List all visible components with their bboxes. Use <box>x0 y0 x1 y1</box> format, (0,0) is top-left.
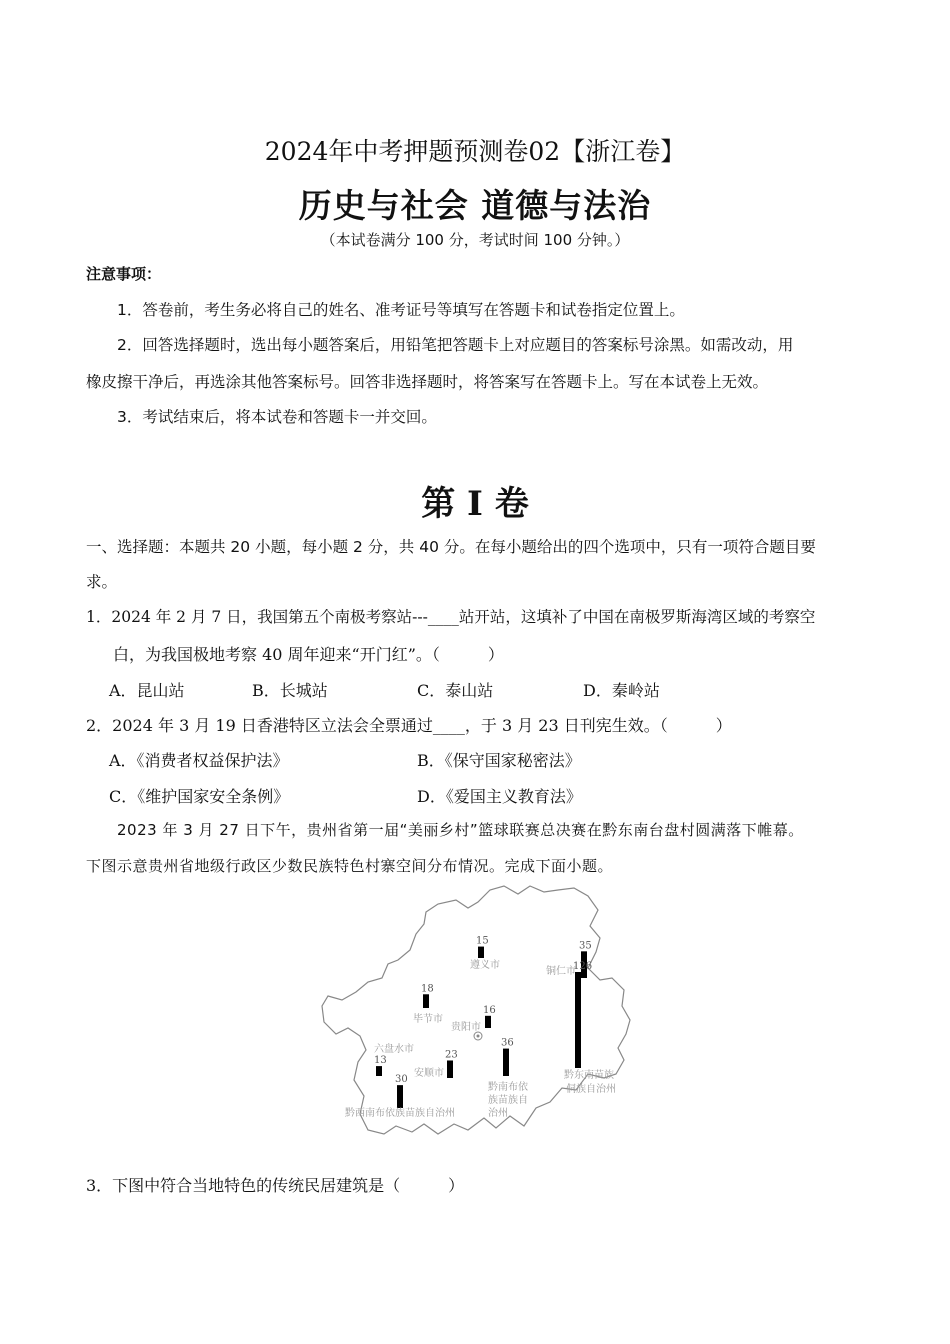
map-bar <box>376 1066 382 1076</box>
guizhou-village-map <box>318 882 638 1144</box>
exam-title: 2024年中考押题预测卷02【浙江卷】 <box>264 137 686 166</box>
question-1-option-d[interactable]: D．秦岭站 <box>583 681 660 700</box>
map-bar-value: 16 <box>483 1004 496 1016</box>
map-label-anshun: 安顺市 <box>414 1068 444 1079</box>
map-label-qiannan: 族苗族自 <box>488 1095 528 1106</box>
map-label-qiandongnan: 侗族自治州 <box>566 1084 616 1095</box>
map-label-guiyang: 贵阳市 <box>451 1022 481 1033</box>
section-instruction: 一、选择题：本题共 20 小题，每小题 2 分，共 40 分。在每小题给出的四个选项中，只有一项符合题目要 <box>86 538 816 556</box>
map-bar <box>503 1049 509 1076</box>
map-bar-value: 36 <box>501 1037 514 1049</box>
question-2-option-c[interactable]: C．《维护国家安全条例》 <box>109 787 290 806</box>
notice-heading: 注意事项： <box>86 265 162 283</box>
map-label-qiannan: 黔南布依 <box>488 1082 528 1093</box>
map-label-qiandongnan: 黔东南苗族 <box>564 1070 614 1081</box>
map-label-tongren: 铜仁市 <box>546 966 576 977</box>
map-bar-value: 18 <box>421 983 434 995</box>
map-bar-value: 13 <box>374 1055 387 1067</box>
map-bar-value: 23 <box>445 1049 458 1061</box>
map-label-qianxinan: 黔西南布依族苗族自治州 <box>345 1108 455 1119</box>
notice-item: 橡皮擦干净后，再选涂其他答案标号。回答非选择题时，将答案写在答题卡上。写在本试卷上无效。 <box>86 373 769 391</box>
map-bar <box>478 947 484 958</box>
question-1-stem: 1．2024 年 2 月 7 日，我国第五个南极考察站---____站开站，这填补了中国在南极罗斯海湾区域的考察空 <box>86 608 816 626</box>
material-intro: 2023 年 3 月 27 日下午，贵州省第一届“美丽乡村”篮球联赛总决赛在黔东南台盘村圆满落下帷幕。 <box>117 821 804 839</box>
map-label-zunyi: 遵义市 <box>470 960 500 971</box>
map-label-liupanshui: 六盘水市 <box>374 1044 414 1055</box>
question-1-option-b[interactable]: B．长城站 <box>252 681 328 700</box>
question-1-option-c[interactable]: C．泰山站 <box>417 681 494 700</box>
question-2-option-b[interactable]: B．《保守国家秘密法》 <box>417 751 581 770</box>
notice-item: 1．答卷前，考生务必将自己的姓名、准考证号等填写在答题卡和试卷指定位置上。 <box>117 301 685 319</box>
map-bar <box>397 1085 403 1108</box>
map-bar-value: 15 <box>476 935 489 947</box>
map-bar-value: 35 <box>579 940 592 952</box>
question-1-stem: 白，为我国极地考察 40 周年迎来“开门红”。（ ） <box>113 645 504 664</box>
map-bar-value: 126 <box>573 961 593 972</box>
question-2-option-d[interactable]: D．《爱国主义教育法》 <box>417 787 582 806</box>
section-title: 第 I 卷 <box>421 484 529 524</box>
guizhou-outline <box>322 886 630 1134</box>
map-label-qiannan: 治州 <box>488 1108 508 1119</box>
map-bar <box>575 972 581 1068</box>
map-bar <box>423 994 429 1008</box>
notice-item: 2．回答选择题时，选出每小题答案后，用铅笔把答题卡上对应题目的答案标号涂黑。如需改动，用 <box>117 336 794 354</box>
material-intro: 下图示意贵州省地级行政区少数民族特色村寨空间分布情况。完成下面小题。 <box>86 857 614 875</box>
map-bar-value: 30 <box>395 1074 408 1086</box>
map-bar <box>447 1060 453 1078</box>
exam-note: （本试卷满分 100 分，考试时间 100 分钟。） <box>320 231 630 249</box>
map-label-bijie: 毕节市 <box>413 1014 443 1025</box>
section-instruction: 求。 <box>86 573 118 591</box>
exam-subject: 历史与社会 道德与法治 <box>298 186 652 225</box>
map-bar <box>485 1016 491 1028</box>
question-3-stem: 3．下图中符合当地特色的传统民居建筑是（ ） <box>86 1176 465 1195</box>
question-2-option-a[interactable]: A．《消费者权益保护法》 <box>109 751 289 770</box>
question-2-stem: 2．2024 年 3 月 19 日香港特区立法会全票通过____，于 3 月 23 日刊宪生效。（ ） <box>86 716 732 735</box>
notice-item: 3．考试结束后，将本试卷和答题卡一并交回。 <box>117 408 437 426</box>
question-1-option-a[interactable]: A．昆山站 <box>109 681 185 700</box>
